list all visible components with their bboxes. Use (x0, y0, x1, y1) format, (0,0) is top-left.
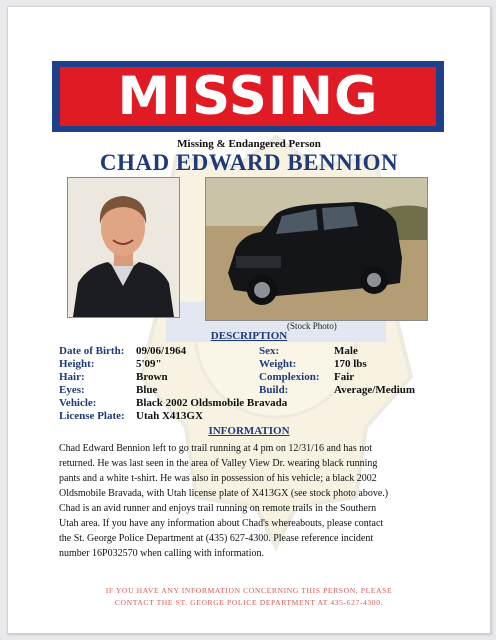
vehicle-label: Vehicle: (59, 397, 97, 409)
complexion-value: Fair (334, 371, 355, 383)
complexion-label: Complexion: (259, 371, 320, 383)
subtitle: Missing & Endangered Person (177, 138, 321, 150)
info-line: Chad Edward Bennion left to go trail running at 4 pm on 12/31/16 and has not (59, 443, 373, 454)
vehicle-stock-photo (205, 177, 428, 321)
person-photo (67, 177, 180, 318)
eyes-label: Eyes: (59, 384, 85, 396)
weight-value: 170 lbs (334, 358, 367, 370)
height-label: Height: (59, 358, 95, 370)
hair-label: Hair: (59, 371, 85, 383)
dob-label: Date of Birth: (59, 345, 125, 357)
description-heading: DESCRIPTION (210, 330, 288, 342)
info-line: Oldsmobile Bravada, with Utah license plate of X413GX (see stock photo above.) (59, 488, 389, 499)
contact-footer (8, 585, 490, 609)
height-value: 5'09" (136, 358, 162, 370)
hair-value: Brown (136, 371, 168, 383)
info-line: Chad is an avid runner and enjoys trail running on remote trails in the Southern (59, 503, 377, 514)
plate-label: License Plate: (59, 410, 125, 422)
info-line: Utah area. If you have any information about Chad's whereabouts, please contact (59, 518, 384, 529)
footer-line: CONTACT THE ST. GEORGE POLICE DEPARTMENT AT 435-627-4300. (114, 598, 384, 607)
photo-caption: (Stock Photo) (287, 321, 337, 331)
info-line: pants and a white t-shirt. He was also in possession of his vehicle; a black 2002 (59, 473, 377, 484)
person-name: CHAD EDWARD BENNION (99, 150, 399, 175)
plate-value: Utah X413GX (136, 410, 203, 422)
build-value: Average/Medium (334, 384, 416, 396)
info-line: returned. He was last seen in the area of Valley View Dr. wearing black running (59, 458, 378, 469)
eyes-value: Blue (136, 384, 158, 396)
sex-label: Sex: (259, 345, 280, 357)
sex-value: Male (334, 345, 358, 357)
info-line: number 16P032570 when calling with information. (59, 548, 264, 559)
information-paragraph (59, 441, 445, 561)
missing-banner (52, 61, 444, 132)
information-heading: INFORMATION (208, 425, 290, 437)
build-label: Build: (259, 384, 289, 396)
banner-title: MISSING (117, 66, 379, 127)
dob-value: 09/06/1964 (136, 345, 187, 357)
weight-label: Weight: (259, 358, 297, 370)
missing-person-flyer (7, 6, 491, 634)
info-line: the St. George Police Department at (435) 627-4300. Please reference incident (59, 533, 374, 544)
vehicle-value: Black 2002 Oldsmobile Bravada (136, 397, 288, 409)
footer-line: IF YOU HAVE ANY INFORMATION CONCERNING THIS PERSON, PLEASE (105, 586, 393, 595)
